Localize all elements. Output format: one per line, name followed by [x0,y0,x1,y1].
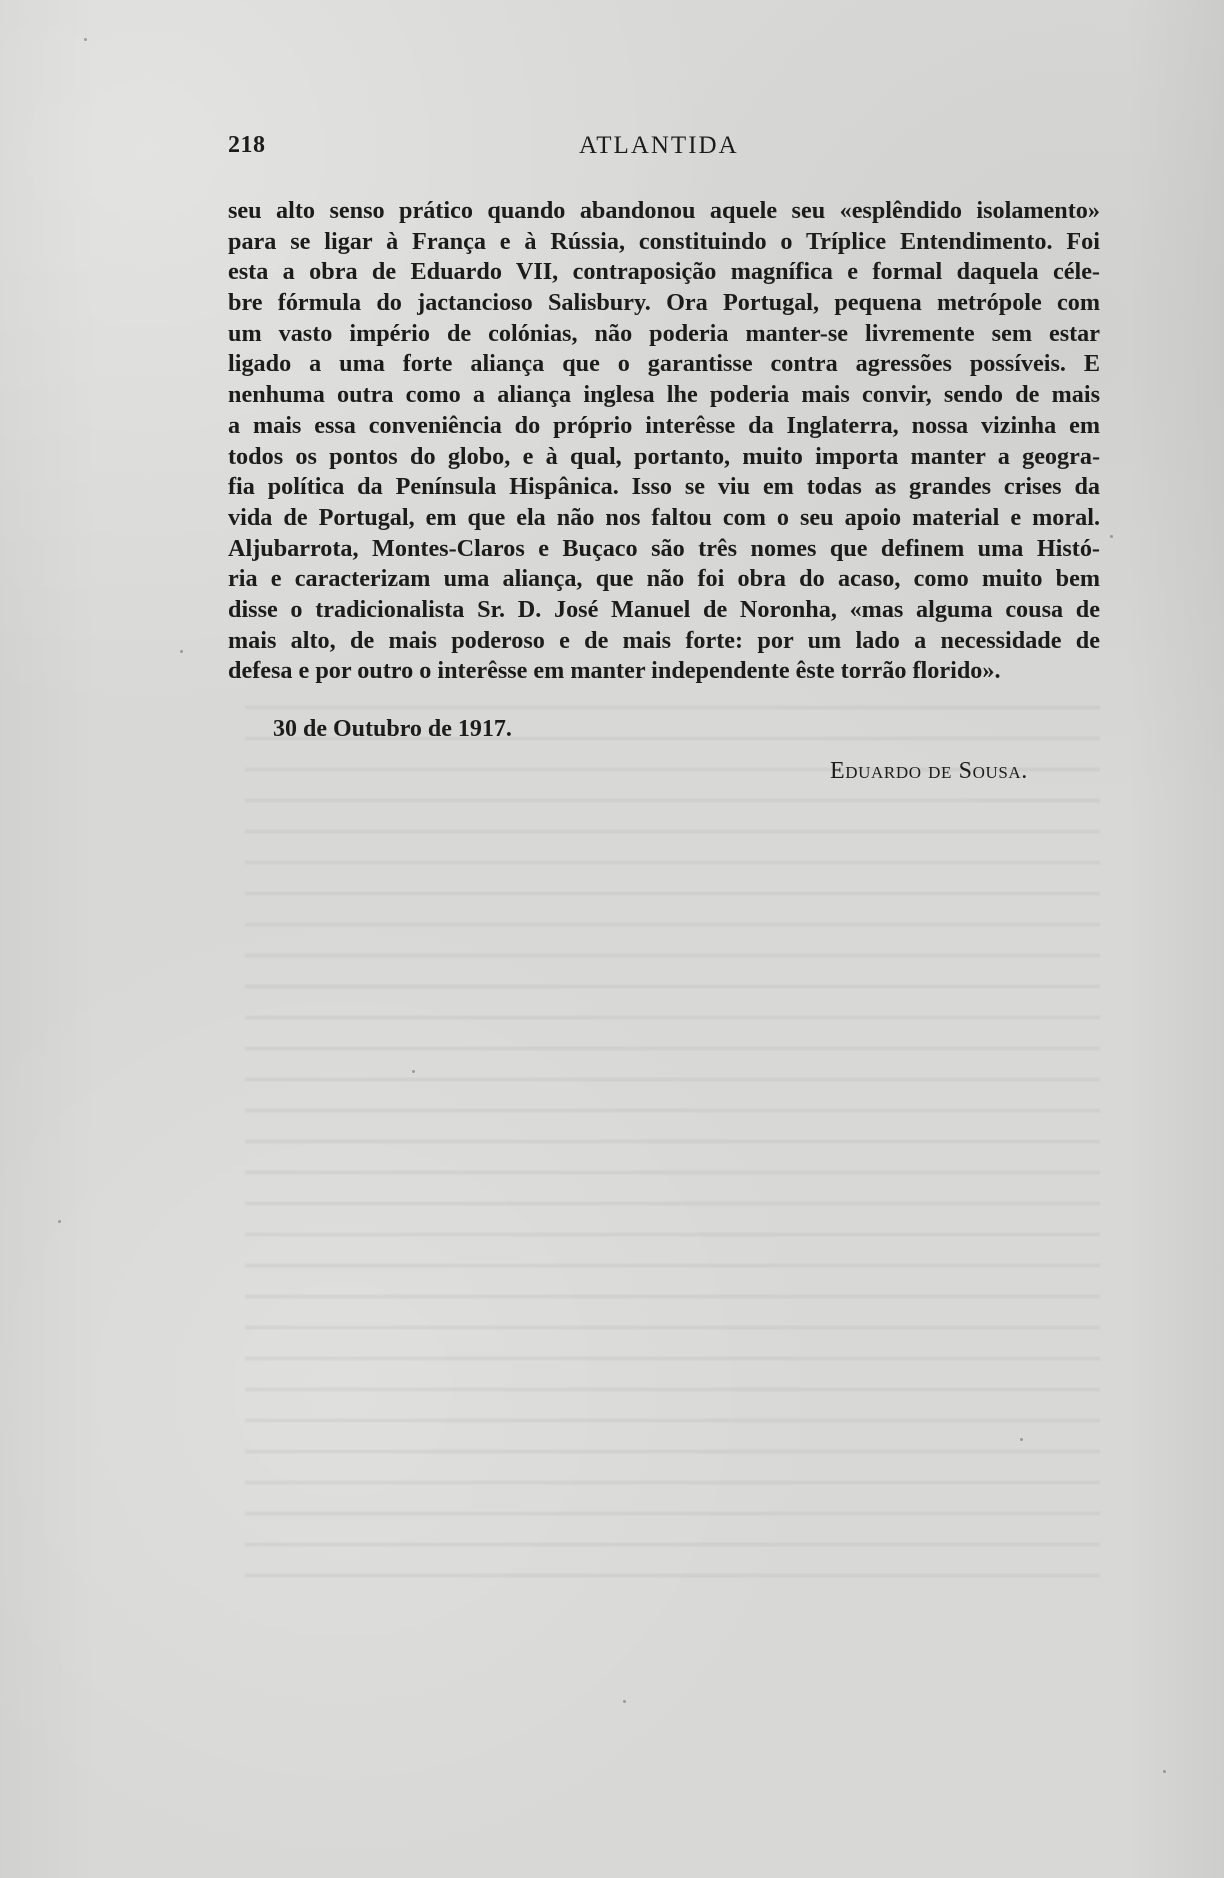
text-line: fia política da Península Hispânica. Isso se viu em todas as grandes crises da [228,473,1100,501]
running-title: ATLANTIDA [579,132,739,159]
paper-speck [180,650,183,653]
paper-speck [1020,1438,1023,1441]
text-line: bre fórmula do jactancioso Salisbury. Ora Portugal, pequena metrópole com [228,289,1100,317]
text-line: ligado a uma forte aliança que o garantisse contra agressões possíveis. E [228,350,1100,378]
page-number: 218 [228,132,266,158]
bleed-through-text [245,695,1100,1595]
text-line: seu alto senso prático quando abandonou aquele seu «esplêndido isolamento» [228,197,1100,224]
paper-speck [1163,1770,1166,1773]
text-line: defesa e por outro o interêsse em manter independente êste torrão florido». [228,657,1001,685]
text-line: nenhuma outra como a aliança inglesa lhe poderia mais convir, sendo de mais [228,381,1100,409]
running-head [228,132,1108,172]
text-line: esta a obra de Eduardo VII, contraposição magnífica e formal daquela céle- [228,258,1100,286]
body-text [228,196,1100,687]
text-line: disse o tradicionalista Sr. D. José Manuel de Noronha, «mas alguma cousa de [228,595,1100,623]
paper-speck [84,38,87,41]
text-line: ria e caracterizam uma aliança, que não foi obra do acaso, como muito bem [228,565,1100,593]
dateline: 30 de Outubro de 1917. [273,716,512,742]
author-signature: Eduardo de Sousa. [830,758,1028,784]
text-line: Aljubarrota, Montes-Claros e Buçaco são três nomes que definem uma Histó- [228,534,1100,562]
paper-speck [623,1700,626,1703]
text-line: todos os pontos do globo, e à qual, portanto, muito importa manter a geogra- [228,442,1100,470]
paper-speck [58,1220,61,1223]
text-line: para se ligar à França e à Rússia, constituindo o Tríplice Entendimento. Foi [228,227,1100,255]
text-line: vida de Portugal, em que ela não nos faltou com o seu apoio material e moral. [228,503,1100,531]
text-line: mais alto, de mais poderoso e de mais forte: por um lado a necessidade de [228,626,1100,654]
paper-speck [412,1070,415,1073]
paper-speck [1110,535,1113,538]
text-line: um vasto império de colónias, não poderia manter-se livremente sem estar [228,319,1100,347]
text-line: a mais essa conveniência do próprio interêsse da Inglaterra, nossa vizinha em [228,411,1100,439]
